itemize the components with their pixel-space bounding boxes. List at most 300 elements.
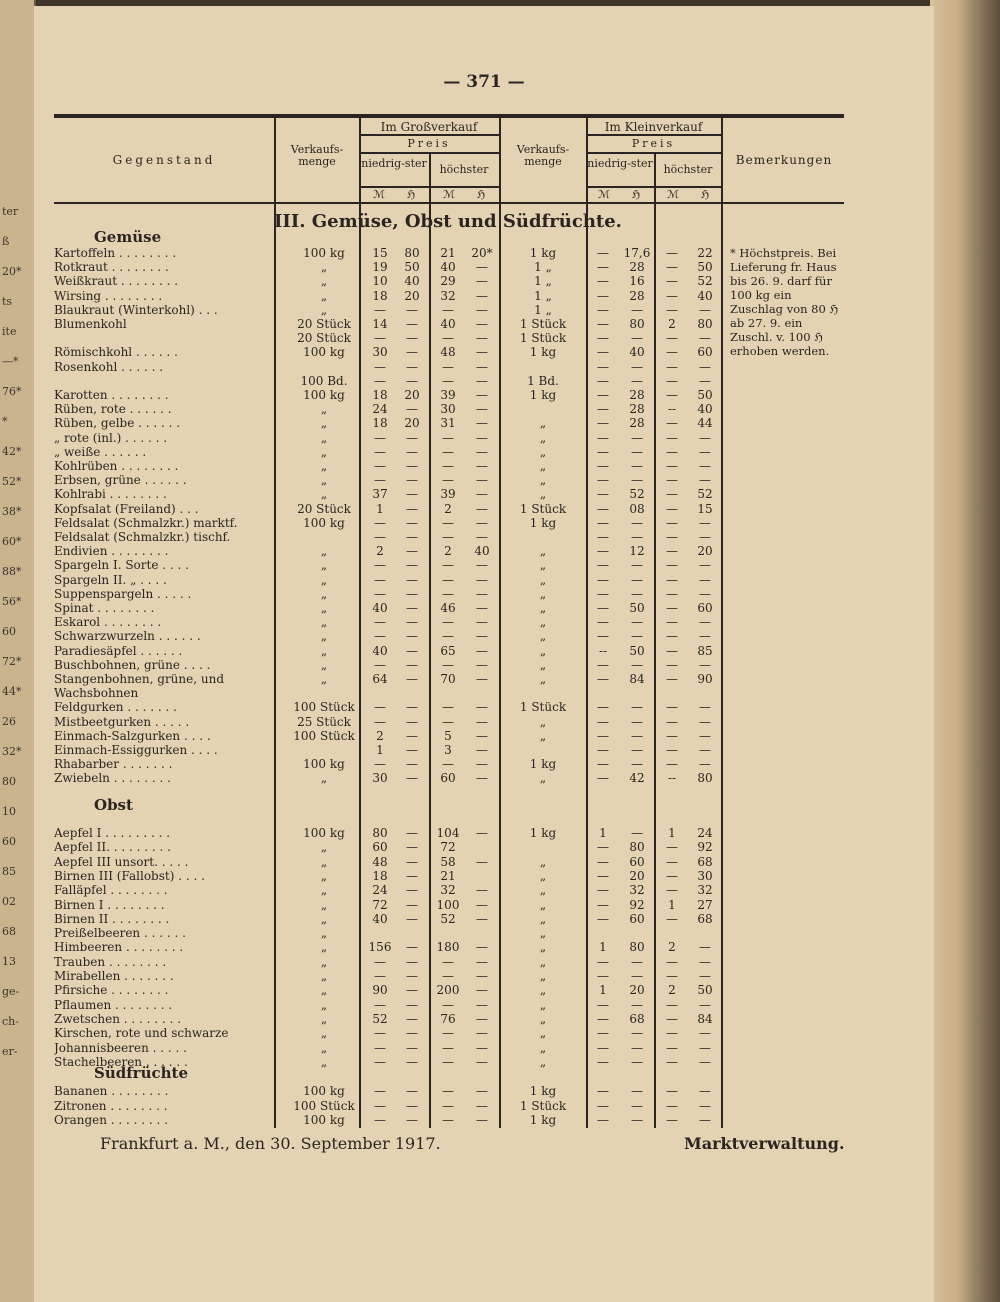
cell-v5: —	[597, 260, 609, 275]
cell-v8: —	[699, 657, 711, 672]
item-name: Trauben . . . . . . . .	[54, 954, 167, 969]
cell-v3: —	[442, 530, 454, 544]
cell-qk: 1 kg	[529, 1084, 557, 1098]
cell-v8: 80	[697, 771, 713, 786]
item-name: Stachelbeeren . . . . . .	[54, 1054, 188, 1069]
cell-v1: 156	[368, 940, 392, 955]
cell-v6: —	[631, 444, 643, 459]
cell-v1: 18	[372, 416, 388, 431]
cell-qg: 20 Stück	[297, 501, 351, 516]
item-name: Johannisbeeren . . . . .	[54, 1040, 187, 1055]
cell-qk: „	[539, 940, 547, 955]
cell-v1: —	[374, 714, 386, 729]
table-row	[34, 416, 934, 430]
cell-qg: „	[320, 544, 328, 559]
left-page-fragment: 72*	[2, 655, 22, 668]
cell-v7: —	[666, 969, 678, 983]
left-page-fragment: 44*	[2, 685, 22, 698]
cell-v7: —	[666, 601, 678, 615]
table-row	[34, 573, 934, 587]
cell-v1: 15	[372, 246, 388, 260]
cell-qk: „	[539, 643, 547, 658]
cell-v3: —	[442, 586, 454, 601]
unit-pf: ℌ	[476, 188, 486, 201]
cell-v6: 92	[629, 897, 645, 912]
cell-v2: —	[406, 1011, 418, 1026]
cell-qk: 1 kg	[529, 388, 557, 402]
cell-v5: —	[597, 345, 609, 360]
cell-qg: 100 kg	[303, 1113, 345, 1127]
cell-v6: 12	[629, 544, 645, 559]
cell-v2: —	[406, 757, 418, 772]
table-row	[34, 658, 934, 672]
cell-v6: 50	[629, 601, 645, 615]
cell-v3: 46	[440, 601, 456, 615]
table-row	[34, 1041, 934, 1055]
table-row	[34, 587, 934, 601]
cell-v4: —	[476, 672, 488, 686]
cell-v1: —	[374, 359, 386, 374]
cell-v3: 76	[440, 1011, 456, 1026]
cell-qg: „	[320, 868, 328, 883]
cell-v4: —	[476, 530, 488, 544]
group-suedfruechte: Südfrüchte	[94, 1064, 188, 1082]
cell-v6: —	[631, 997, 643, 1012]
cell-v5: —	[597, 302, 609, 317]
cell-v6: 60	[629, 911, 645, 926]
item-name: Paradiesäpfel . . . . . .	[54, 643, 183, 658]
cell-v1: —	[374, 1054, 386, 1069]
table-row	[34, 686, 934, 700]
cell-qk: „	[539, 657, 547, 672]
item-name: Rhabarber . . . . . . .	[54, 757, 173, 772]
cell-v1: —	[374, 954, 386, 969]
cell-v8: —	[699, 473, 711, 488]
item-name: Einmach-Salzgurken . . . .	[54, 728, 211, 743]
item-name: Pfirsiche . . . . . . . .	[54, 983, 169, 998]
cell-qk: 1 Stück	[519, 331, 567, 346]
cell-qg: „	[320, 459, 328, 473]
cell-qk: 1 Stück	[519, 501, 567, 516]
cell-v5: 1	[599, 983, 607, 998]
cell-v2: —	[406, 826, 418, 840]
cell-v2: 80	[404, 246, 420, 260]
cell-v2: —	[406, 883, 418, 898]
cell-v1: 64	[372, 672, 388, 686]
cell-v5: —	[597, 515, 609, 530]
cell-v2: —	[406, 1084, 418, 1098]
table-row	[34, 459, 934, 473]
cell-v6: 08	[629, 501, 645, 516]
cell-v3: —	[442, 444, 454, 459]
book-edge	[930, 0, 1000, 1302]
cell-v5: —	[597, 629, 609, 644]
cell-v7: —	[666, 714, 678, 729]
left-page-fragment: 80	[2, 775, 16, 788]
cell-v8: 30	[697, 868, 713, 883]
cell-qk: 1 Stück	[519, 1098, 567, 1113]
item-name: Aepfel I . . . . . . . . .	[54, 826, 171, 840]
cell-qk: 1 „	[534, 288, 552, 303]
cell-v4: —	[476, 558, 488, 573]
cell-v4: —	[476, 601, 488, 615]
cell-qg: „	[320, 274, 328, 289]
cell-v1: —	[374, 1026, 386, 1041]
cell-v2: —	[406, 868, 418, 883]
cell-v2: —	[406, 1040, 418, 1055]
item-name: Birnen I . . . . . . . .	[54, 897, 165, 912]
cell-v3: 200	[436, 983, 460, 998]
table-row	[34, 940, 934, 954]
table-row	[34, 473, 934, 487]
cell-v2: —	[406, 331, 418, 346]
header-menge-gross: Verkaufs-menge	[290, 143, 344, 168]
item-name: Rüben, rote . . . . . .	[54, 402, 172, 417]
cell-v3: —	[442, 657, 454, 672]
cell-qg: „	[320, 615, 328, 630]
cell-v4: —	[476, 1011, 488, 1026]
table-row	[34, 1026, 934, 1040]
cell-qk: 1 Stück	[519, 317, 567, 331]
cell-v1: 48	[372, 854, 388, 869]
cell-v5: —	[597, 840, 609, 855]
cell-v7: —	[666, 1113, 678, 1127]
cell-qk: „	[539, 728, 547, 743]
cell-qk: 1 kg	[529, 1113, 557, 1127]
group-obst: Obst	[94, 796, 133, 814]
item-name: Preißelbeeren . . . . . .	[54, 926, 186, 941]
cell-qk: 1 kg	[529, 246, 557, 260]
cell-v8: 52	[697, 487, 713, 502]
item-name: „ rote (inl.) . . . . . .	[54, 430, 168, 445]
cell-v6: 20	[629, 983, 645, 998]
cell-v2: —	[406, 1113, 418, 1127]
cell-v4: —	[476, 331, 488, 346]
cell-qg: „	[320, 601, 328, 615]
cell-v3: 100	[436, 897, 460, 912]
cell-v8: 52	[697, 274, 713, 289]
header-preis-gross: Preis	[407, 137, 451, 150]
cell-v5: —	[597, 1026, 609, 1041]
cell-qg: „	[320, 1011, 328, 1026]
cell-v7: —	[666, 515, 678, 530]
cell-v1: —	[374, 586, 386, 601]
cell-v8: 60	[697, 601, 713, 615]
table-row	[34, 1084, 934, 1098]
cell-v3: —	[442, 515, 454, 530]
cell-v1: —	[374, 629, 386, 644]
cell-v2: —	[406, 345, 418, 360]
cell-qk: „	[539, 672, 547, 686]
cell-v4: —	[476, 1084, 488, 1098]
cell-v1: —	[374, 657, 386, 672]
cell-qk: „	[539, 1026, 547, 1041]
cell-v8: —	[699, 331, 711, 346]
cell-v4: —	[476, 288, 488, 303]
cell-v2: —	[406, 771, 418, 786]
cell-v8: 22	[697, 246, 713, 260]
cell-v5: —	[597, 288, 609, 303]
left-page-fragment: er-	[2, 1045, 18, 1058]
cell-v8: —	[699, 969, 711, 983]
table-row	[34, 388, 934, 402]
cell-v1: 24	[372, 402, 388, 417]
table-row	[34, 487, 934, 501]
cell-v2: —	[406, 1098, 418, 1113]
cell-v8: —	[699, 1026, 711, 1041]
cell-qg: 20 Stück	[297, 331, 351, 346]
header-bemerkungen: Bemerkungen	[735, 153, 833, 167]
cell-v7: —	[666, 954, 678, 969]
cell-v7: —	[666, 416, 678, 431]
cell-v3: 72	[440, 840, 456, 855]
cell-v5: —	[597, 672, 609, 686]
cell-v8: 60	[697, 345, 713, 360]
table-row	[34, 700, 934, 714]
cell-v5: —	[597, 402, 609, 417]
cell-qg: „	[320, 997, 328, 1012]
cell-v1: 30	[372, 771, 388, 786]
cell-v7: —	[666, 544, 678, 559]
cell-v3: —	[442, 572, 454, 587]
cell-v8: 44	[697, 416, 713, 431]
cell-v7: —	[666, 359, 678, 374]
header-niedrigster-klein: niedrig-ster	[587, 157, 653, 170]
cell-v5: —	[597, 969, 609, 983]
cell-v6: 17,6	[623, 246, 651, 260]
cell-v2: —	[406, 430, 418, 445]
cell-v6: —	[631, 530, 643, 544]
left-page-fragment: ge-	[2, 985, 20, 998]
cell-v3: —	[442, 373, 454, 388]
cell-v3: —	[442, 1026, 454, 1041]
item-name: Birnen III (Fallobst) . . . .	[54, 868, 205, 883]
cell-qk: 1 kg	[529, 345, 557, 360]
cell-qg: „	[320, 444, 328, 459]
cell-v4: —	[476, 359, 488, 374]
cell-v7: —	[666, 643, 678, 658]
cell-v5: —	[597, 1113, 609, 1127]
cell-v6: 42	[629, 771, 645, 786]
cell-v1: 90	[372, 983, 388, 998]
cell-v8: 20	[697, 544, 713, 559]
cell-v8: 27	[697, 897, 713, 912]
cell-v6: —	[631, 302, 643, 317]
cell-v4: —	[476, 302, 488, 317]
cell-v4: —	[476, 388, 488, 402]
table-row	[34, 743, 934, 757]
cell-v8: —	[699, 515, 711, 530]
cell-v2: —	[406, 1054, 418, 1069]
cell-v8: —	[699, 530, 711, 544]
cell-v5: —	[597, 1098, 609, 1113]
item-name: Suppenspargeln . . . . .	[54, 586, 192, 601]
cell-v5: —	[597, 657, 609, 672]
cell-v4: —	[476, 657, 488, 672]
item-name: Karotten . . . . . . . .	[54, 388, 169, 402]
item-name: Wachsbohnen	[54, 686, 139, 701]
cell-v7: —	[666, 868, 678, 883]
cell-qg: „	[320, 771, 328, 786]
group-gemuese: Gemüse	[94, 228, 162, 246]
cell-v2: 20	[404, 416, 420, 431]
cell-v2: —	[406, 897, 418, 912]
cell-qg: „	[320, 672, 328, 686]
cell-v7: —	[666, 586, 678, 601]
cell-v7: —	[666, 487, 678, 502]
footer-place-date: Frankfurt a. M., den 30. September 1917.	[100, 1134, 441, 1153]
item-name: Birnen II . . . . . . . .	[54, 911, 170, 926]
cell-v3: —	[442, 714, 454, 729]
cell-v4: —	[476, 954, 488, 969]
cell-v1: 52	[372, 1011, 388, 1026]
cell-v1: 1	[376, 743, 384, 757]
cell-v3: 104	[436, 826, 460, 840]
item-name: Schwarzwurzeln . . . . . .	[54, 629, 201, 644]
cell-v6: 60	[629, 854, 645, 869]
cell-qk: „	[539, 601, 547, 615]
cell-v5: —	[597, 897, 609, 912]
cell-v4: —	[476, 826, 488, 840]
cell-v5: —	[597, 911, 609, 926]
cell-v7: —	[666, 388, 678, 402]
item-name: Zwetschen . . . . . . . .	[54, 1011, 182, 1026]
left-page-fragment: 56*	[2, 595, 22, 608]
cell-qg: 100 kg	[303, 388, 345, 402]
cell-qg: 100 Stück	[293, 728, 355, 743]
cell-v6: —	[631, 430, 643, 445]
cell-qk: „	[539, 969, 547, 983]
cell-v4: —	[476, 416, 488, 431]
cell-v1: —	[374, 530, 386, 544]
cell-qk: „	[539, 473, 547, 488]
cell-v8: —	[699, 1054, 711, 1069]
cell-v5: —	[597, 586, 609, 601]
left-page-fragment: —*	[2, 355, 19, 368]
left-page-fragment: ter	[2, 205, 19, 218]
cell-v2: —	[406, 911, 418, 926]
item-name: Zitronen . . . . . . . .	[54, 1098, 168, 1113]
cell-v3: —	[442, 1098, 454, 1113]
table-row	[34, 898, 934, 912]
cell-qg: 20 Stück	[297, 317, 351, 331]
cell-v2: —	[406, 402, 418, 417]
cell-qg: „	[320, 643, 328, 658]
header-sub-rule	[359, 134, 499, 136]
cell-v6: —	[631, 743, 643, 757]
cell-v7: —	[666, 473, 678, 488]
table-row	[34, 826, 934, 840]
left-page-fragment: 85	[2, 865, 16, 878]
cell-v1: 18	[372, 288, 388, 303]
left-page-fragment: 42*	[2, 445, 22, 458]
cell-v1: 18	[372, 388, 388, 402]
item-name: Spargeln I. Sorte . . . .	[54, 558, 189, 573]
cell-v7: —	[666, 997, 678, 1012]
cell-v1: 19	[372, 260, 388, 275]
cell-qk: 1 „	[534, 260, 552, 275]
cell-v5: —	[597, 530, 609, 544]
cell-v1: 72	[372, 897, 388, 912]
cell-v7: —	[666, 530, 678, 544]
cell-v6: 20	[629, 868, 645, 883]
cell-v4: —	[476, 444, 488, 459]
cell-v2: —	[406, 940, 418, 955]
table-row	[34, 757, 934, 771]
cell-v5: —	[597, 444, 609, 459]
cell-v1: 40	[372, 643, 388, 658]
cell-v1: —	[374, 444, 386, 459]
cell-v1: 18	[372, 868, 388, 883]
table-row	[34, 644, 934, 658]
cell-v7: —	[666, 558, 678, 573]
cell-v3: 58	[440, 854, 456, 869]
cell-qg: 100 kg	[303, 1084, 345, 1098]
left-page-fragment: ch-	[2, 1015, 19, 1028]
cell-v4: —	[476, 897, 488, 912]
cell-v1: —	[374, 700, 386, 715]
left-page-edge	[0, 0, 36, 1302]
left-page-fragment: 60	[2, 835, 16, 848]
cell-v3: —	[442, 629, 454, 644]
cell-v6: —	[631, 373, 643, 388]
table-row	[34, 840, 934, 854]
cell-v7: —	[666, 629, 678, 644]
cell-qk: „	[539, 911, 547, 926]
cell-qk: „	[539, 883, 547, 898]
cell-v2: —	[406, 854, 418, 869]
cell-v2: —	[406, 359, 418, 374]
cell-v2: —	[406, 629, 418, 644]
cell-qg: 100 kg	[303, 345, 345, 360]
cell-v2: —	[406, 700, 418, 715]
item-name: Einmach-Essiggurken . . . .	[54, 743, 218, 757]
cell-v2: —	[406, 572, 418, 587]
cell-v3: 39	[440, 487, 456, 502]
cell-v3: —	[442, 302, 454, 317]
item-name: Feldsalat (Schmalzkr.) marktf.	[54, 515, 238, 530]
unit-mark: ℳ	[373, 188, 385, 201]
cell-v2: —	[406, 302, 418, 317]
cell-v2: 20	[404, 388, 420, 402]
header-hoechster-klein: höchster	[663, 163, 713, 176]
cell-qg: „	[320, 657, 328, 672]
cell-v6: —	[631, 331, 643, 346]
cell-qg: 100 kg	[303, 826, 345, 840]
cell-v1: 24	[372, 883, 388, 898]
footer-signature: Marktverwaltung.	[684, 1134, 845, 1153]
cell-qg: 100 kg	[303, 757, 345, 772]
cell-v1: 40	[372, 601, 388, 615]
cell-v7: —	[666, 1084, 678, 1098]
left-page-fragment: ite	[2, 325, 17, 338]
item-name: Aepfel III unsort. . . . .	[54, 854, 189, 869]
left-page-fragment: ts	[2, 295, 13, 308]
cell-qk: „	[539, 544, 547, 559]
cell-qk: 1 kg	[529, 515, 557, 530]
cell-qg: „	[320, 473, 328, 488]
cell-v8: 68	[697, 854, 713, 869]
cell-v8: —	[699, 743, 711, 757]
cell-v1: 30	[372, 345, 388, 360]
cell-v3: 31	[440, 416, 456, 431]
cell-v2: —	[406, 983, 418, 998]
cell-v6: —	[631, 1054, 643, 1069]
cell-qk: 1 Bd.	[527, 373, 559, 388]
cell-v3: —	[442, 954, 454, 969]
cell-v8: —	[699, 954, 711, 969]
cell-v2: —	[406, 459, 418, 473]
